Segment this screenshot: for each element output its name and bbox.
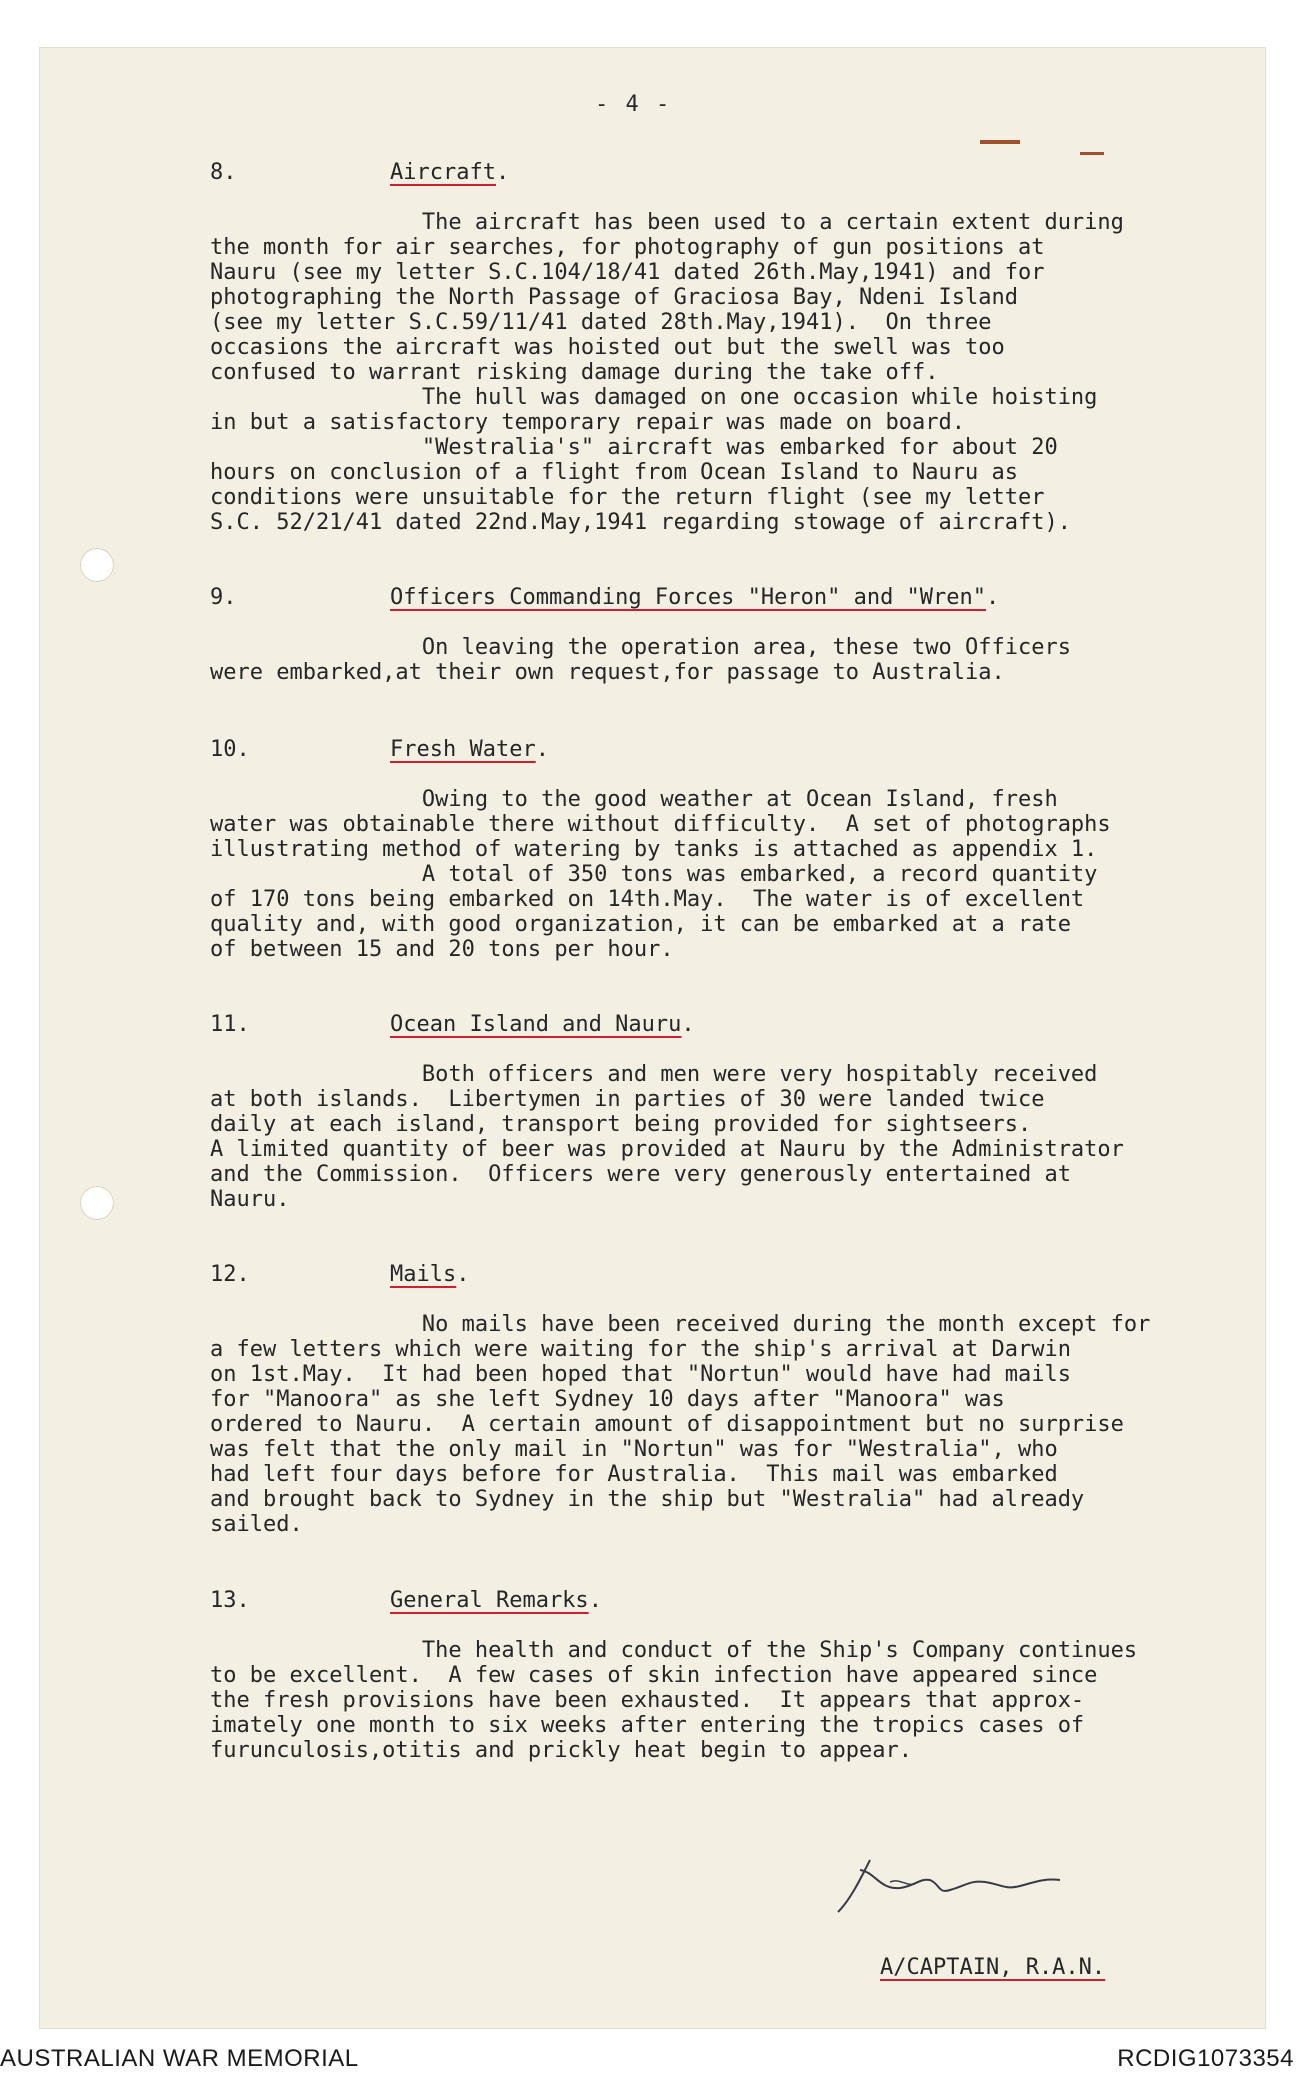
section-title: Ocean Island and Nauru. — [390, 1012, 695, 1037]
text-line: The health and conduct of the Ship's Company continues — [210, 1638, 1138, 1663]
section-body — [210, 1062, 1230, 1212]
text-line: of between 15 and 20 tons per hour. — [210, 937, 674, 962]
text-line: quality and, with good organization, it can be embarked at a rate — [210, 912, 1071, 937]
text-line: at both islands. Libertymen in parties of 30 were landed twice — [210, 1087, 1045, 1112]
text-line: in but a satisfactory temporary repair was made on board. — [210, 410, 965, 435]
text-line: imately one month to six weeks after entering the tropics cases of — [210, 1713, 1085, 1738]
text-line: (see my letter S.C.59/11/41 dated 28th.May,1941). On three — [210, 310, 992, 335]
text-line: sailed. — [210, 1512, 303, 1537]
page-number: - 4 - — [595, 92, 672, 117]
text-line: A limited quantity of beer was provided at Nauru by the Administrator — [210, 1137, 1124, 1162]
section-number: 11. — [210, 1012, 250, 1037]
text-line: the month for air searches, for photography of gun positions at — [210, 235, 1045, 260]
section-number: 8. — [210, 160, 237, 185]
punch-hole — [80, 1186, 114, 1220]
text-line: confused to warrant risking damage during the take off. — [210, 360, 939, 385]
text-line: photographing the North Passage of Graciosa Bay, Ndeni Island — [210, 285, 1018, 310]
section-body — [210, 1638, 1230, 1763]
text-line: "Westralia's" aircraft was embarked for about 20 — [210, 435, 1058, 460]
text-line: Owing to the good weather at Ocean Island, fresh — [210, 787, 1058, 812]
text-line: ordered to Nauru. A certain amount of disappointment but no surprise — [210, 1412, 1124, 1437]
text-line: Nauru. — [210, 1187, 290, 1212]
text-line: No mails have been received during the month except for — [210, 1312, 1151, 1337]
text-line: occasions the aircraft was hoisted out but the swell was too — [210, 335, 1005, 360]
text-line: to be excellent. A few cases of skin infection have appeared since — [210, 1663, 1098, 1688]
text-line: on 1st.May. It had been hoped that "Nortun" would have had mails — [210, 1362, 1071, 1387]
section-title: Aircraft. — [390, 160, 510, 185]
signatory-rank: A/CAPTAIN, R.A.N. — [880, 1955, 1106, 1980]
ink-mark — [980, 140, 1020, 144]
section-title: Fresh Water. — [390, 737, 549, 762]
text-line: illustrating method of watering by tanks is attached as appendix 1. — [210, 837, 1098, 862]
text-line: the fresh provisions have been exhausted. It appears that approx- — [210, 1688, 1085, 1713]
text-line: of 170 tons being embarked on 14th.May. The water is of excellent — [210, 887, 1085, 912]
section-body — [210, 787, 1230, 962]
footer-record-id: RCDIG1073354 — [1117, 2045, 1294, 2072]
text-line: A total of 350 tons was embarked, a record quantity — [210, 862, 1098, 887]
section-title: Mails. — [390, 1262, 470, 1287]
ink-mark — [1080, 152, 1104, 155]
text-line: On leaving the operation area, these two Officers — [210, 635, 1071, 660]
text-line: and the Commission. Officers were very generously entertained at — [210, 1162, 1071, 1187]
text-line: The hull was damaged on one occasion while hoisting — [210, 385, 1098, 410]
text-line: S.C. 52/21/41 dated 22nd.May,1941 regarding stowage of aircraft). — [210, 510, 1071, 535]
section-number: 10. — [210, 737, 250, 762]
punch-hole — [80, 548, 114, 582]
footer-institution: AUSTRALIAN WAR MEMORIAL — [0, 2045, 359, 2072]
text-line: The aircraft has been used to a certain extent during — [210, 210, 1124, 235]
text-line: had left four days before for Australia. This mail was embarked — [210, 1462, 1058, 1487]
section-body — [210, 635, 1230, 685]
text-line: furunculosis,otitis and prickly heat begin to appear. — [210, 1738, 912, 1763]
section-body — [210, 1312, 1230, 1537]
section-title: Officers Commanding Forces "Heron" and "Wren". — [390, 585, 1000, 610]
section-number: 12. — [210, 1262, 250, 1287]
text-line: hours on conclusion of a flight from Ocean Island to Nauru as — [210, 460, 1018, 485]
text-line: water was obtainable there without difficulty. A set of photographs — [210, 812, 1111, 837]
text-line: a few letters which were waiting for the ship's arrival at Darwin — [210, 1337, 1071, 1362]
section-number: 9. — [210, 585, 237, 610]
text-line: were embarked,at their own request,for passage to Australia. — [210, 660, 1005, 685]
text-line: daily at each island, transport being provided for sightseers. — [210, 1112, 1032, 1137]
text-line: was felt that the only mail in "Nortun" was for "Westralia", who — [210, 1437, 1058, 1462]
text-line: Nauru (see my letter S.C.104/18/41 dated 26th.May,1941) and for — [210, 260, 1045, 285]
text-line: Both officers and men were very hospitably received — [210, 1062, 1098, 1087]
handwritten-signature — [830, 1850, 1090, 1930]
text-line: for "Manoora" as she left Sydney 10 days after "Manoora" was — [210, 1387, 1005, 1412]
section-number: 13. — [210, 1588, 250, 1613]
text-line: conditions were unsuitable for the return flight (see my letter — [210, 485, 1045, 510]
section-body — [210, 210, 1230, 535]
text-line: and brought back to Sydney in the ship but "Westralia" had already — [210, 1487, 1085, 1512]
section-title: General Remarks. — [390, 1588, 602, 1613]
